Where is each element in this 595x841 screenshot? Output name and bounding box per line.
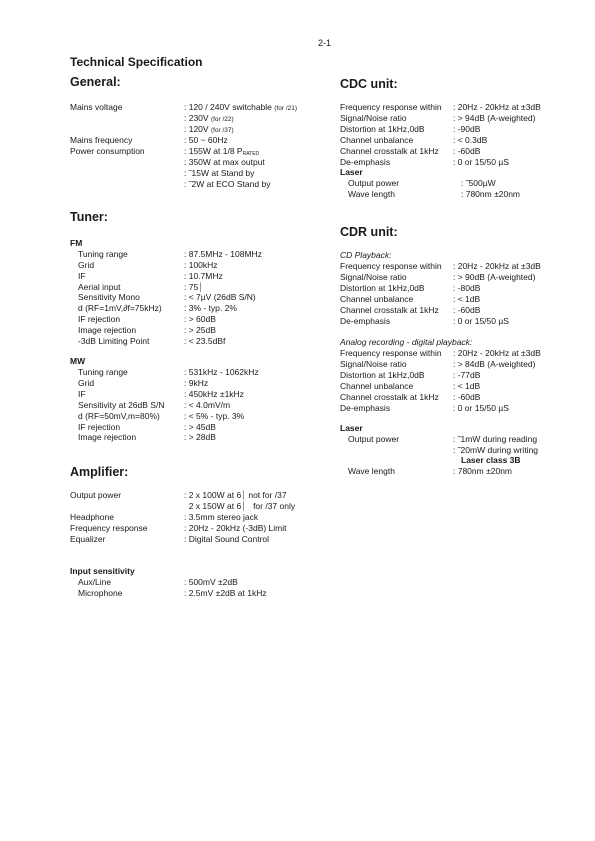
general-heading: General: [70,75,121,89]
spec-label: Grid [78,377,95,388]
spec-value: : 0 or 15/50 µS [453,156,509,167]
amp-frequency-label: Frequency response [70,523,148,533]
spec-label: Sensitivity Mono [78,292,140,303]
spec-value: : > 84dB (A-weighted) [453,358,536,369]
spec-label: Signal/Noise ratio [340,358,407,369]
equalizer-value: : Digital Sound Control [184,534,270,544]
spec-label: Signal/Noise ratio [340,112,407,123]
spec-value: : < 23.5dBf [184,335,226,346]
spec-value: : 0 or 15/50 µS [453,315,509,326]
spec-value: : > 28dB [184,432,216,443]
spec-label: IF [78,270,86,281]
analog-recording-label: Analog recording - digital playback: [340,337,473,347]
spec-label: Image rejection [78,324,137,335]
spec-value: : < 0.3dB [453,134,488,145]
output-power-label: Output power [70,490,122,500]
spec-value: : 20Hz - 20kHz at ±3dB [453,261,541,271]
spec-value: : 780nm ±20nm [461,188,521,199]
mains-voltage-value-1: : 120 / 240V switchable [184,102,275,112]
spec-label: Grid [78,259,95,270]
cdr-wave-length-value: : 780nm ±20nm [453,466,513,476]
cd-playback-label: CD Playback: [340,250,392,260]
cdr-output-power-value-2: : ˜20mW during writing [453,445,539,455]
headphone-value: : 3.5mm stereo jack [184,512,259,522]
cdr-wave-length-label: Wave length [348,466,395,476]
page-number: 2-1 [318,38,332,48]
tuner-heading: Tuner: [70,210,108,224]
microphone-value: : 2.5mV ±2dB at 1kHz [184,588,267,598]
spec-label: Tuning range [78,249,128,259]
amp-frequency-value: : 20Hz - 20kHz (-3dB) Limit [184,523,287,533]
spec-value: : -90dB [453,123,481,134]
spec-value: : > 90dB (A-weighted) [453,271,536,282]
spec-label: IF [78,388,86,399]
spec-label: Frequency response within [340,261,442,271]
spec-label: Channel crosstalk at 1kHz [340,304,439,315]
power-consumption-value-1: : 155W at 1/8 P [184,146,243,156]
cdr-heading: CDR unit: [340,225,398,239]
spec-value: : -77dB [453,369,481,380]
spec-label: Frequency response within [340,102,442,112]
cdc-laser-label: Laser [340,167,363,177]
mains-voltage-note-1: (for /21) [274,105,298,112]
aux-value: : 500mV ±2dB [184,577,238,587]
input-sensitivity-heading: Input sensitivity [70,566,135,576]
spec-label: Channel unbalance [340,134,414,145]
equalizer-label: Equalizer [70,534,106,544]
spec-value: : 75⏐ [184,281,203,292]
amplifier-heading: Amplifier: [70,465,129,479]
cdr-output-power-value-1: : ˜1mW during reading [453,434,538,444]
mains-voltage-value-2: : 230V [184,113,211,123]
page-title: Technical Specification [70,55,203,69]
spec-label: Channel crosstalk at 1kHz [340,391,439,402]
spec-value: : -60dB [453,391,481,402]
fm-label: FM [70,238,83,248]
cdr-laser-label: Laser [340,423,363,433]
spec-label: Signal/Noise ratio [340,271,407,282]
spec-value: : 531kHz - 1062kHz [184,367,259,377]
spec-value: : < 5% - typ. 3% [184,410,245,421]
spec-label: De-emphasis [340,402,391,413]
spec-value: : > 60dB [184,314,216,325]
spec-value: : 3% - typ. 2% [184,303,237,314]
spec-value: : 100kHz [184,259,218,270]
spec-label: Tuning range [78,367,128,377]
spec-label: Output power [348,178,400,188]
spec-value: : 450kHz ±1kHz [184,388,244,399]
spec-label: Channel crosstalk at 1kHz [340,145,439,156]
spec-label: Frequency response within [340,348,442,358]
spec-label: Image rejection [78,432,137,443]
spec-value: : -80dB [453,282,481,293]
power-consumption-label: Power consumption [70,146,145,156]
spec-value: : 20Hz - 20kHz at ±3dB [453,102,541,112]
power-rated-subscript: RATED [242,151,260,157]
spec-value: : > 25dB [184,324,216,335]
output-power-value-2: 2 x 150W at 6⏐ for /37 only [184,501,296,511]
spec-value: : ˜500µW [461,178,496,188]
spec-value: : > 45dB [184,421,216,432]
spec-label: d (RF=50mV,m=80%) [78,410,160,421]
spec-value: : < 1dB [453,293,481,304]
mains-voltage-note-2: (for /22) [210,116,234,123]
spec-value: : 10.7MHz [184,270,223,281]
mw-label: MW [70,356,86,366]
spec-label: De-emphasis [340,315,391,326]
spec-value: : < 7µV (26dB S/N) [184,292,256,303]
spec-value: : -60dB [453,145,481,156]
spec-value: : < 1dB [453,380,481,391]
output-power-value-1: : 2 x 100W at 6⏐ not for /37 [184,490,287,500]
spec-label: Sensitivity at 26dB S/N [78,399,165,410]
spec-label: De-emphasis [340,156,391,167]
mains-frequency-value: : 50 ~ 60Hz [184,135,228,145]
cdr-output-power-label: Output power [348,434,400,444]
mains-frequency-label: Mains frequency [70,135,133,145]
spec-label: Wave length [348,188,395,199]
spec-label: Channel unbalance [340,380,414,391]
spec-label: Distortion at 1kHz,0dB [340,123,425,134]
headphone-label: Headphone [70,512,114,522]
aux-label: Aux/Line [78,577,112,587]
mains-voltage-value-3: : 120V [184,124,211,134]
spec-value: : < 4.0mV/m [184,399,231,410]
laser-class-value: Laser class 3B [461,455,521,465]
spec-label: Distortion at 1kHz,0dB [340,369,425,380]
power-consumption-value-4: : ˜2W at ECO Stand by [184,179,271,189]
spec-label: d (RF=1mV,∂f=75kHz) [78,303,162,314]
spec-label: -3dB Limiting Point [78,335,150,346]
spec-value: : 0 or 15/50 µS [453,402,509,413]
mains-voltage-label: Mains voltage [70,102,123,112]
power-consumption-value-3: : ˜15W at Stand by [184,168,255,178]
spec-label: IF rejection [78,421,121,432]
spec-label: Distortion at 1kHz,0dB [340,282,425,293]
mains-voltage-note-3: (for /37) [210,127,234,134]
spec-label: Channel unbalance [340,293,414,304]
power-consumption-value-2: : 350W at max output [184,157,265,167]
spec-value: : > 94dB (A-weighted) [453,112,536,123]
spec-value: : 87.5MHz - 108MHz [184,249,262,259]
spec-value: : -60dB [453,304,481,315]
microphone-label: Microphone [78,588,123,598]
spec-label: IF rejection [78,314,121,325]
spec-label: Aerial input [78,281,121,292]
spec-value: : 9kHz [184,377,209,388]
cdc-heading: CDC unit: [340,77,398,91]
spec-value: : 20Hz - 20kHz at ±3dB [453,348,541,358]
